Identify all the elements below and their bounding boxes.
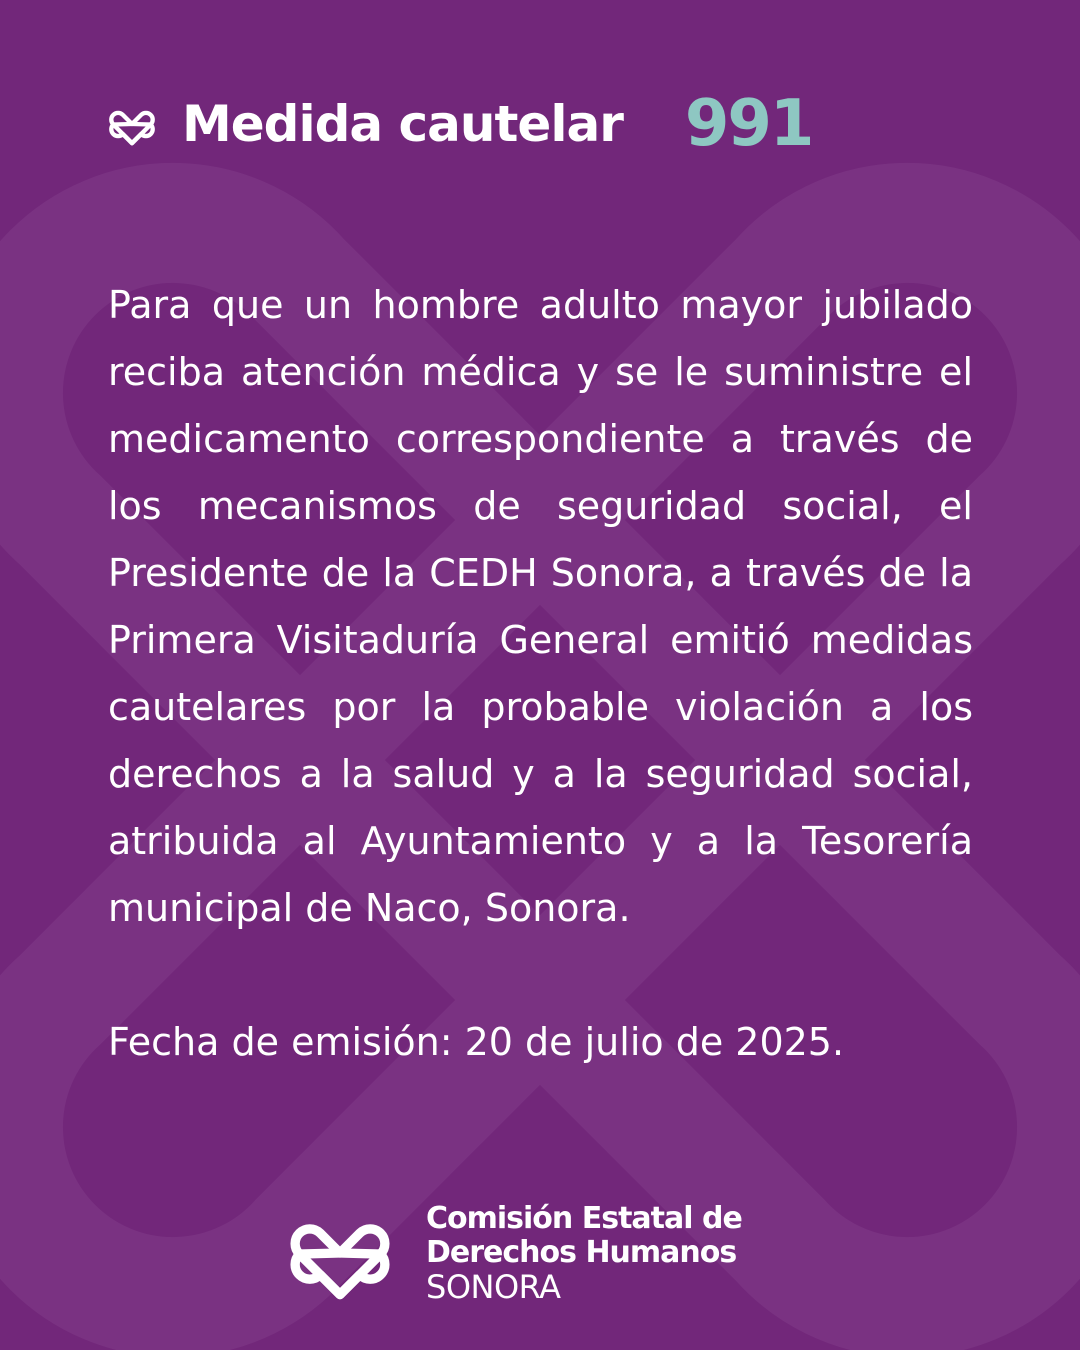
interlaced-loops-logo-icon — [108, 100, 156, 148]
body-paragraph: Para que un hombre adulto mayor jubilado reciba atención médica y se le suministre el medicamento correspondiente a través de los mecanismos de seguridad social, el Presidente de la CEDH Sonora, a través de la Primera Visitaduría General emitió medidas cautelares por la probable violación a los derechos a la salud y a la seguridad social, atribuida al Ayuntamiento y a la Tesorería municipal de Naco, Sonora. — [108, 283, 973, 930]
organization-name — [426, 1202, 742, 1304]
org-state: SONORA — [426, 1268, 561, 1306]
org-name-line-2: Derechos Humanos — [426, 1235, 737, 1270]
header — [108, 88, 812, 160]
footer-branding — [288, 1200, 742, 1306]
interlaced-loops-logo-icon — [288, 1201, 392, 1305]
page-title: Medida cautelar — [182, 95, 623, 153]
org-name-line-1: Comisión Estatal de — [426, 1201, 742, 1236]
measure-number: 991 — [684, 87, 813, 161]
issue-date: Fecha de emisión: 20 de julio de 2025. — [108, 1020, 845, 1064]
